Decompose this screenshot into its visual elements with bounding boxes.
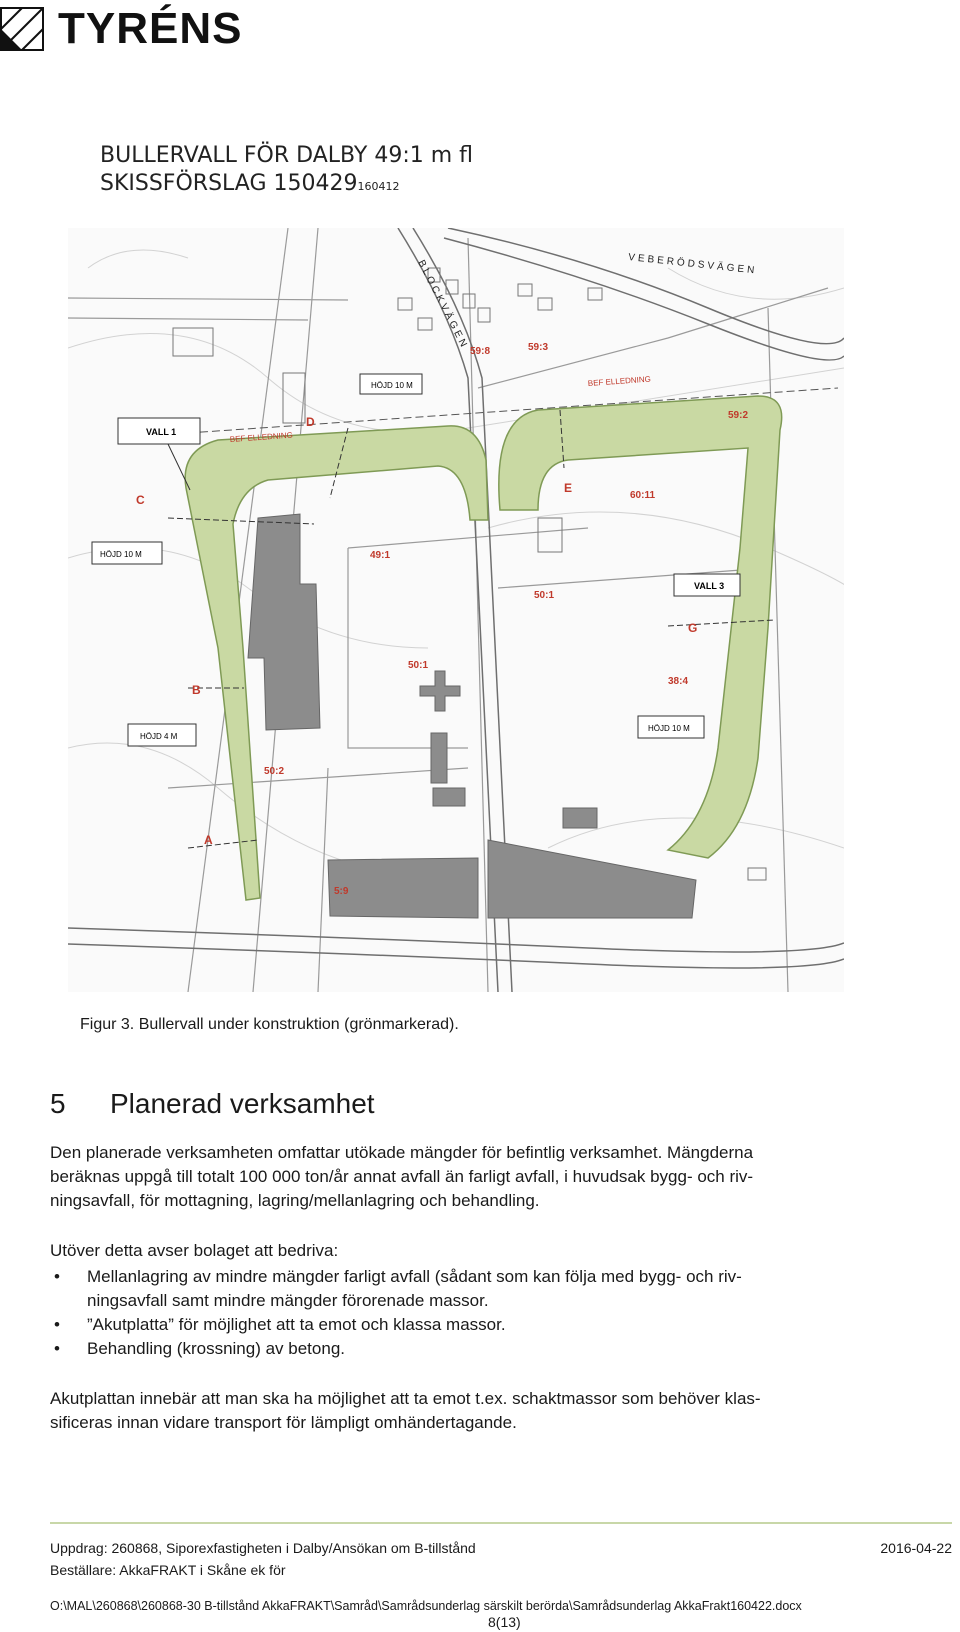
map-title-revision: 160412	[357, 180, 400, 193]
parcel-50-1a: 50:1	[534, 590, 555, 601]
paragraph-1-line2: beräknas uppgå till totalt 100 000 ton/år annat avfall än farligt avfall, i huvudsak bygg- och riv-	[50, 1167, 754, 1186]
page-number: 8(13)	[488, 1614, 521, 1630]
list-item	[50, 1265, 930, 1313]
parcel-60-11: 60:11	[630, 490, 656, 501]
callout-vall1-text: VALL 1	[146, 427, 177, 437]
parcel-49-1: 49:1	[370, 550, 391, 561]
callout-hojd-right-text: HÖJD 10 M	[648, 724, 690, 733]
callout-hojd-right	[638, 716, 704, 738]
tyrens-logo	[0, 6, 242, 52]
list-item-line1: • ”Akutplatta” för möjlighet att ta emot och klassa massor.	[87, 1315, 506, 1334]
callout-vall3-text: VALL 3	[694, 581, 725, 591]
callout-hojd-left	[92, 542, 162, 564]
list-item-line1: • Behandling (krossning) av betong.	[87, 1339, 345, 1358]
list-item-line1: • Mellanlagring av mindre mängder farligt avfall (sådant som kan följa med bygg- och riv-	[87, 1267, 742, 1286]
section-heading	[50, 1088, 375, 1120]
parcel-59-3: 59:3	[528, 342, 549, 353]
parcel-59-8: 59:8	[470, 346, 491, 357]
section-letter-c: C	[136, 493, 145, 507]
paragraph-3	[50, 1387, 930, 1435]
section-letter-a: A	[204, 833, 213, 847]
parcel-38-4: 38:4	[668, 676, 689, 687]
footer-date: 2016-04-22	[880, 1540, 952, 1556]
callout-hojd-4m	[128, 724, 196, 746]
paragraph-1-line1: Den planerade verksamheten omfattar utökade mängder för befintlig verksamhet. Mängderna	[50, 1143, 754, 1162]
list-item	[50, 1337, 930, 1361]
paragraph-3-line1: Akutplattan innebär att man ska ha möjlighet att ta emot t.ex. schaktmassor som behöver klas-	[50, 1389, 761, 1408]
section-letter-b: B	[192, 683, 201, 697]
paragraph-3-line2: sificeras innan vidare transport för lämpligt omhändertagande.	[50, 1413, 517, 1432]
section-letter-e: E	[564, 481, 573, 495]
list-item-line2: ningsavfall samt mindre mängder förorenade massor.	[87, 1291, 489, 1310]
parcel-50-1b: 50:1	[408, 660, 429, 671]
paragraph-2: Utöver detta avser bolaget att bedriva:	[50, 1241, 339, 1260]
section-letter-d: D	[306, 415, 315, 429]
map-title-line1: BULLERVALL FÖR DALBY 49:1 m fl	[100, 143, 474, 168]
tyrens-logo-mark-icon	[0, 7, 44, 51]
map-title-line2	[100, 170, 473, 201]
callout-hojd-top-text: HÖJD 10 M	[371, 381, 413, 390]
parcel-5-9: 5:9	[334, 886, 349, 897]
label-bef-elledning-2: BEF ELLEDNING	[587, 374, 652, 388]
label-veberodsvagen: VEBERÖDSVÄGEN	[627, 252, 758, 277]
footer-divider	[50, 1522, 952, 1524]
callout-hojd-left-text: HÖJD 10 M	[100, 550, 142, 559]
map-title-line2-main: SKISSFÖRSLAG 150429	[100, 171, 358, 196]
paragraph-1	[50, 1141, 930, 1213]
label-bef-elledning-1: BEF ELLEDNING	[229, 430, 294, 444]
list-item	[50, 1313, 930, 1337]
footer-assignment: Uppdrag: 260868, Siporexfastigheten i Dalby/Ansökan om B-tillstånd	[50, 1540, 476, 1556]
callout-hojd-top	[360, 374, 422, 394]
map-title	[100, 142, 473, 201]
logo-text: TYRÉNS	[58, 4, 243, 53]
building-small-1	[431, 733, 447, 783]
figure-caption: Figur 3. Bullervall under konstruktion (grönmarkerad).	[80, 1016, 459, 1033]
bullet-list	[50, 1265, 930, 1361]
parcel-50-2: 50:2	[264, 766, 285, 777]
section-letter-g: G	[688, 621, 698, 635]
site-plan-map	[68, 228, 844, 992]
callout-hojd-4m-text: HÖJD 4 M	[140, 732, 178, 741]
parcel-59-2: 59:2	[728, 410, 749, 421]
footer-client: Beställare: AkkaFRAKT i Skåne ek för	[50, 1562, 286, 1578]
building-south-west	[328, 858, 478, 918]
building-small-3	[563, 808, 597, 828]
section-title: Planerad verksamhet	[110, 1088, 375, 1119]
section-number: 5	[50, 1088, 66, 1119]
label-blockvagen: BLOCKVÄGEN	[415, 258, 471, 352]
footer-path: O:\MAL\260868\260868-30 B-tillstånd AkkaFRAKT\Samråd\Samrådsunderlag särskilt berörda\Samrådsunderlag AkkaFrakt160422.docx	[50, 1599, 802, 1613]
callout-vall3	[674, 574, 740, 596]
paragraph-1-line3: ningsavfall, för mottagning, lagring/mellanlagring och behandling.	[50, 1191, 540, 1210]
building-small-2	[433, 788, 465, 806]
